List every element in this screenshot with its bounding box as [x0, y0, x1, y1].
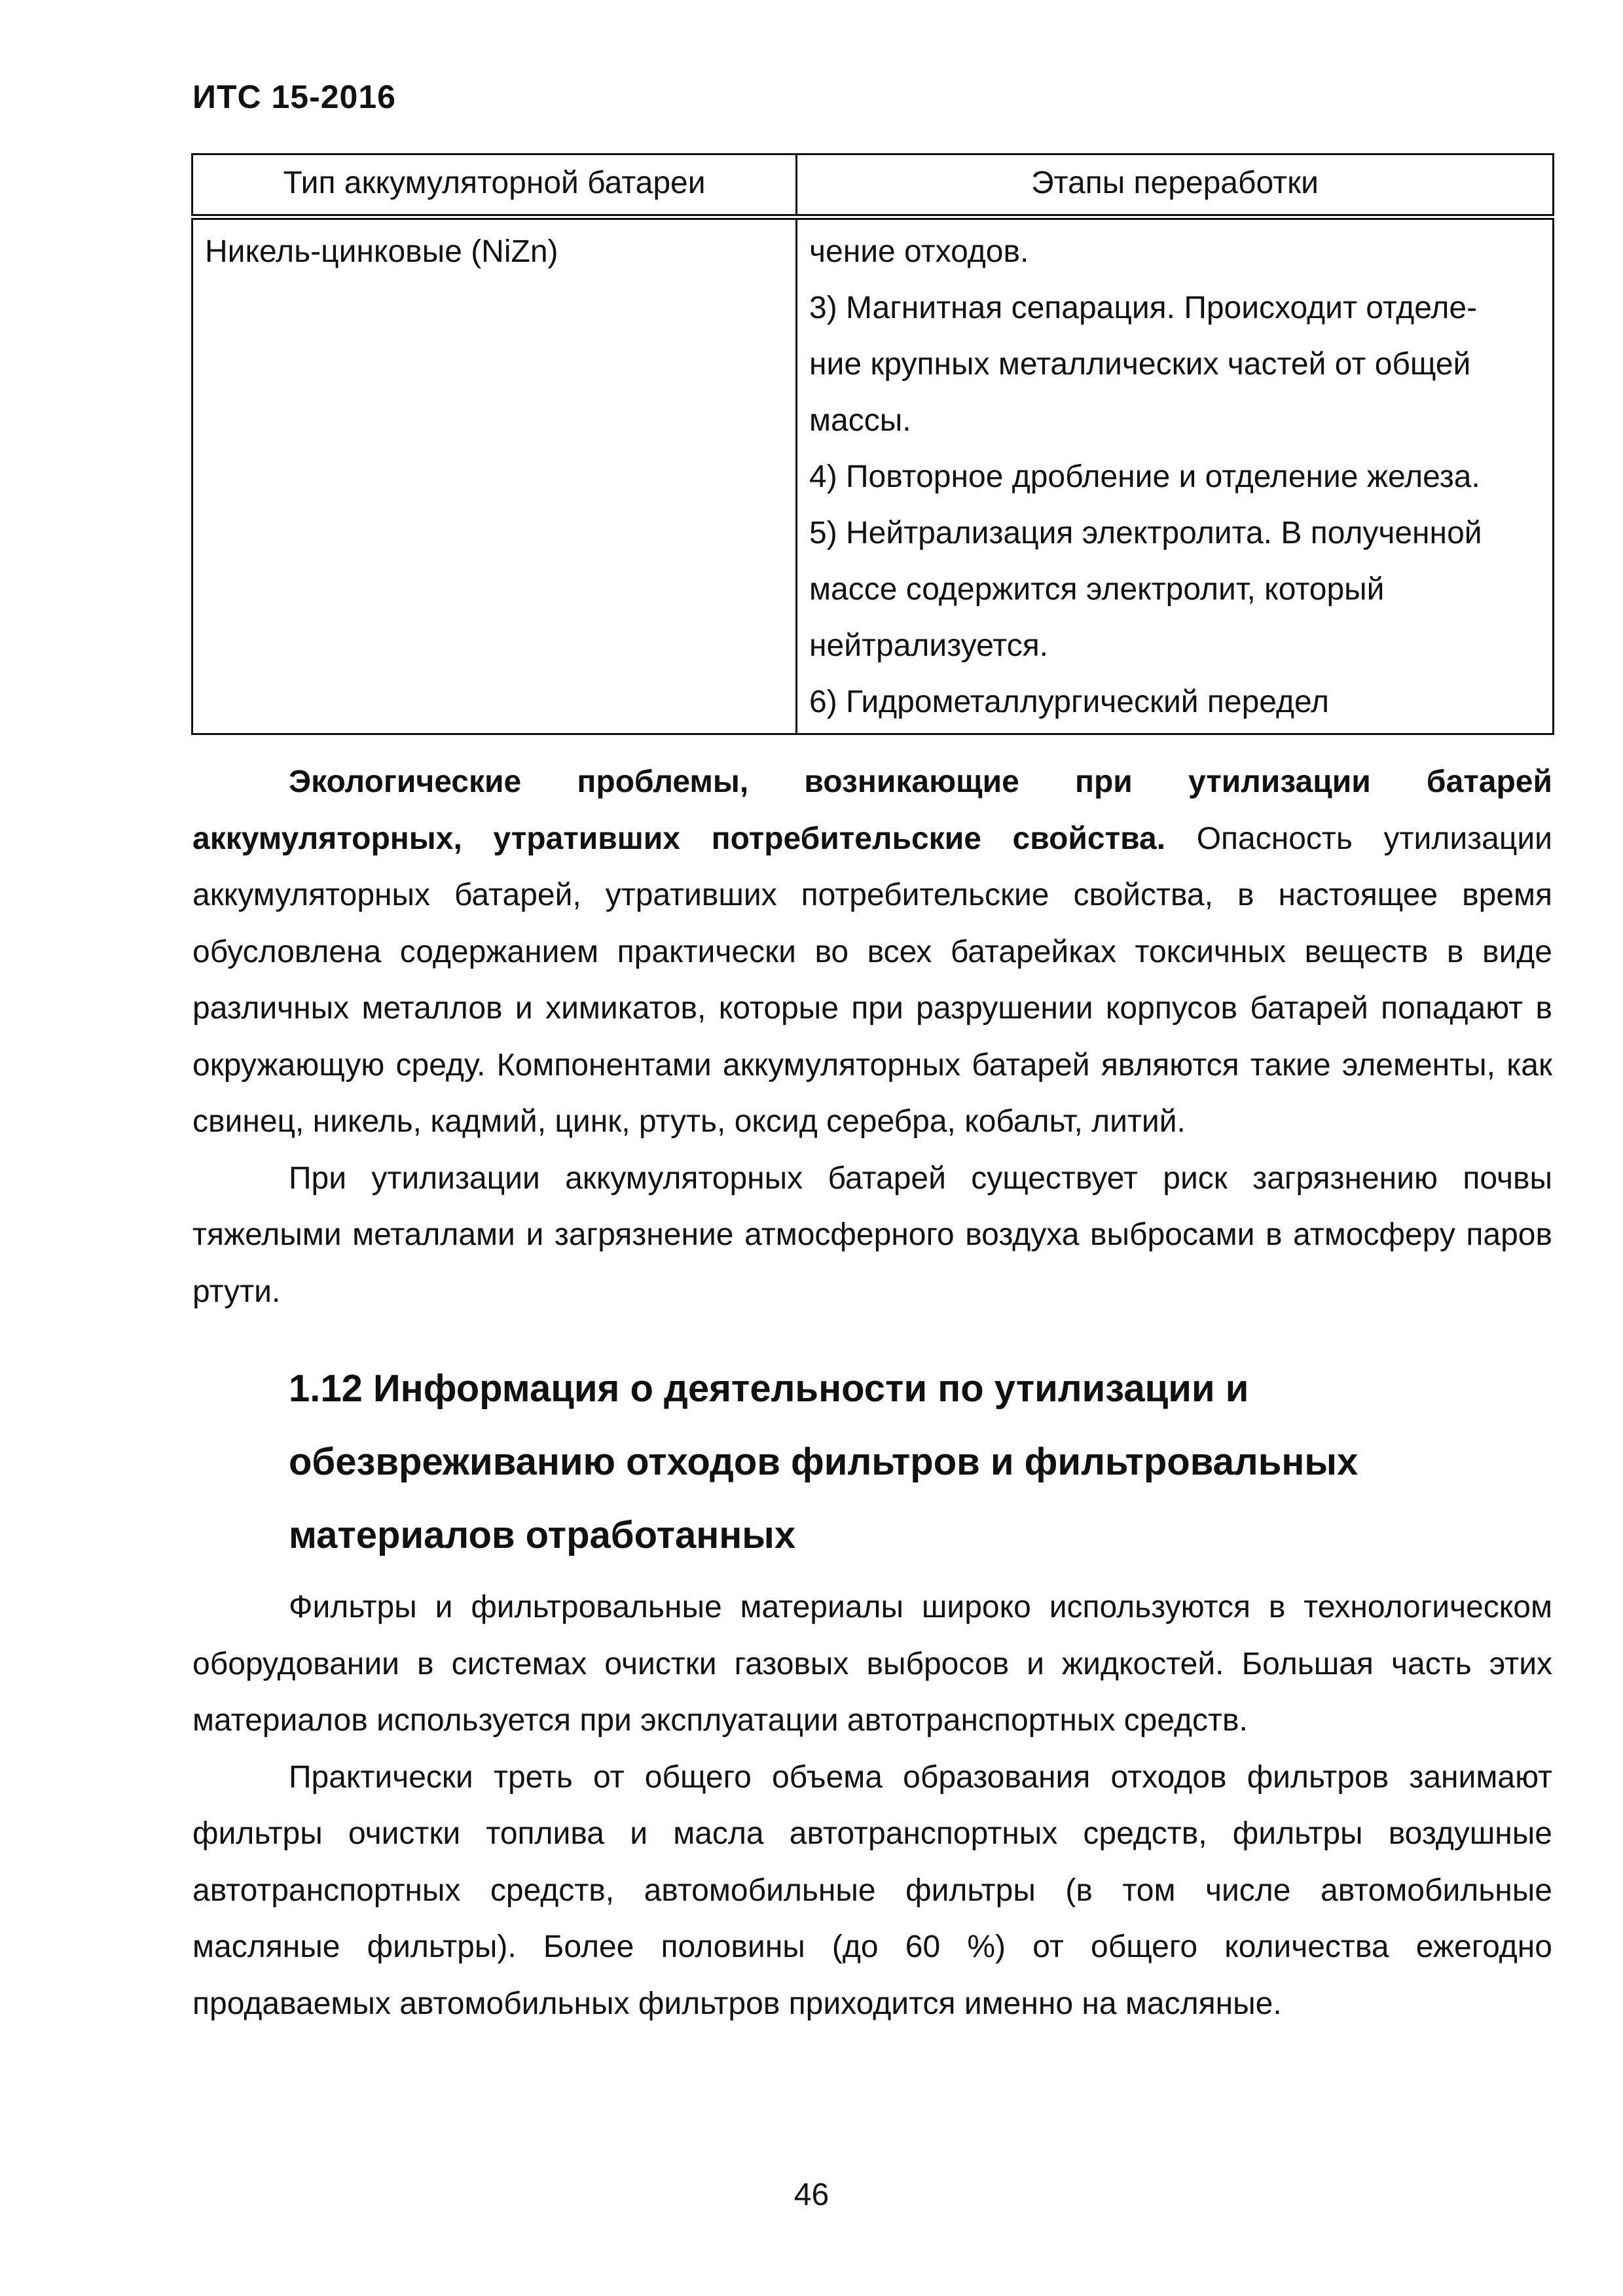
page-number: 46	[793, 2178, 830, 2212]
table-row	[192, 217, 1554, 734]
stage-line: нейтрализуется.	[809, 628, 1049, 663]
risk-paragraph: При утилизации аккумуляторных батарей существует риск загрязнению почвы тяжелыми металлами и загрязнение атмосферного воздуха выбросами в атмосферу паров ртути.	[192, 1160, 1552, 1309]
battery-processing-table	[191, 153, 1554, 735]
filters-paragraph: Практически треть от общего объема образования отходов фильтров занимают фильтры очистки топлива и масла автотранспортных средств, фильтры воздушные автотранспортных средств, автомобильные фильтры (в том числе автомобильные масляные фильтры). Более половины (до 60 %) от общего количества ежегодно продаваемых автомобильных фильтров приходится именно на масляные.	[192, 1759, 1552, 2021]
stage-line: 4) Повторное дробление и отделение железа.	[809, 459, 1480, 494]
stage-line: ние крупных металлических частей от общей	[809, 347, 1471, 382]
battery-type-cell	[192, 217, 797, 734]
stage-line: массы.	[809, 403, 911, 438]
document-code: ИТС 15-2016	[192, 79, 396, 115]
stage-line: 3) Магнитная сепарация. Происходит отделе-	[809, 291, 1478, 325]
section-heading	[289, 1352, 1467, 1572]
stage-line: 6) Гидрометаллургический передел	[809, 685, 1330, 719]
heading-line: 1.12 Информация о деятельности по утилизации и	[289, 1367, 1249, 1410]
ecology-paragraph	[192, 754, 1552, 1151]
ecology-text: Опасность утилизации аккумуляторных батарей, утративших потребительские свойства, в настоящее время обусловлена содержанием практически во всех батарейках токсичных веществ в виде различных металлов и химикатов, которые при разрушении корпусов батарей попадают в окружающую среду. Компонентами аккумуляторных батарей являются такие элементы, как свинец, никель, кадмий, цинк, ртуть, оксид серебра, кобальт, литий.	[192, 821, 1552, 1139]
ecology-lead-in: Экологические проблемы, возникающие при утилизации батарей аккумуляторных, утративших потребительские свойства.	[192, 764, 1552, 856]
filters-section	[192, 1579, 1552, 2032]
stage-line: массе содержится электролит, который	[809, 572, 1385, 607]
table-header-row	[192, 154, 1554, 217]
column-header-battery-type: Тип аккумуляторной батареи	[192, 154, 797, 217]
stage-line: 5) Нейтрализация электролита. В полученной	[809, 516, 1482, 550]
battery-type-label: Никель-цинковые (NiZn)	[205, 234, 558, 269]
processing-stages-cell	[797, 217, 1554, 734]
stage-line: чение отходов.	[809, 234, 1029, 269]
heading-line: материалов отработанных	[289, 1514, 796, 1556]
heading-line: обезвреживанию отходов фильтров и фильтровальных	[289, 1441, 1359, 1483]
column-header-processing-stages: Этапы переработки	[797, 154, 1554, 217]
filters-paragraph: Фильтры и фильтровальные материалы широко используются в технологическом оборудовании в системах очистки газовых выбросов и жидкостей. Большая часть этих материалов используется при эксплуатации автотранспортных средств.	[192, 1590, 1552, 1738]
ecology-section	[192, 754, 1552, 1320]
